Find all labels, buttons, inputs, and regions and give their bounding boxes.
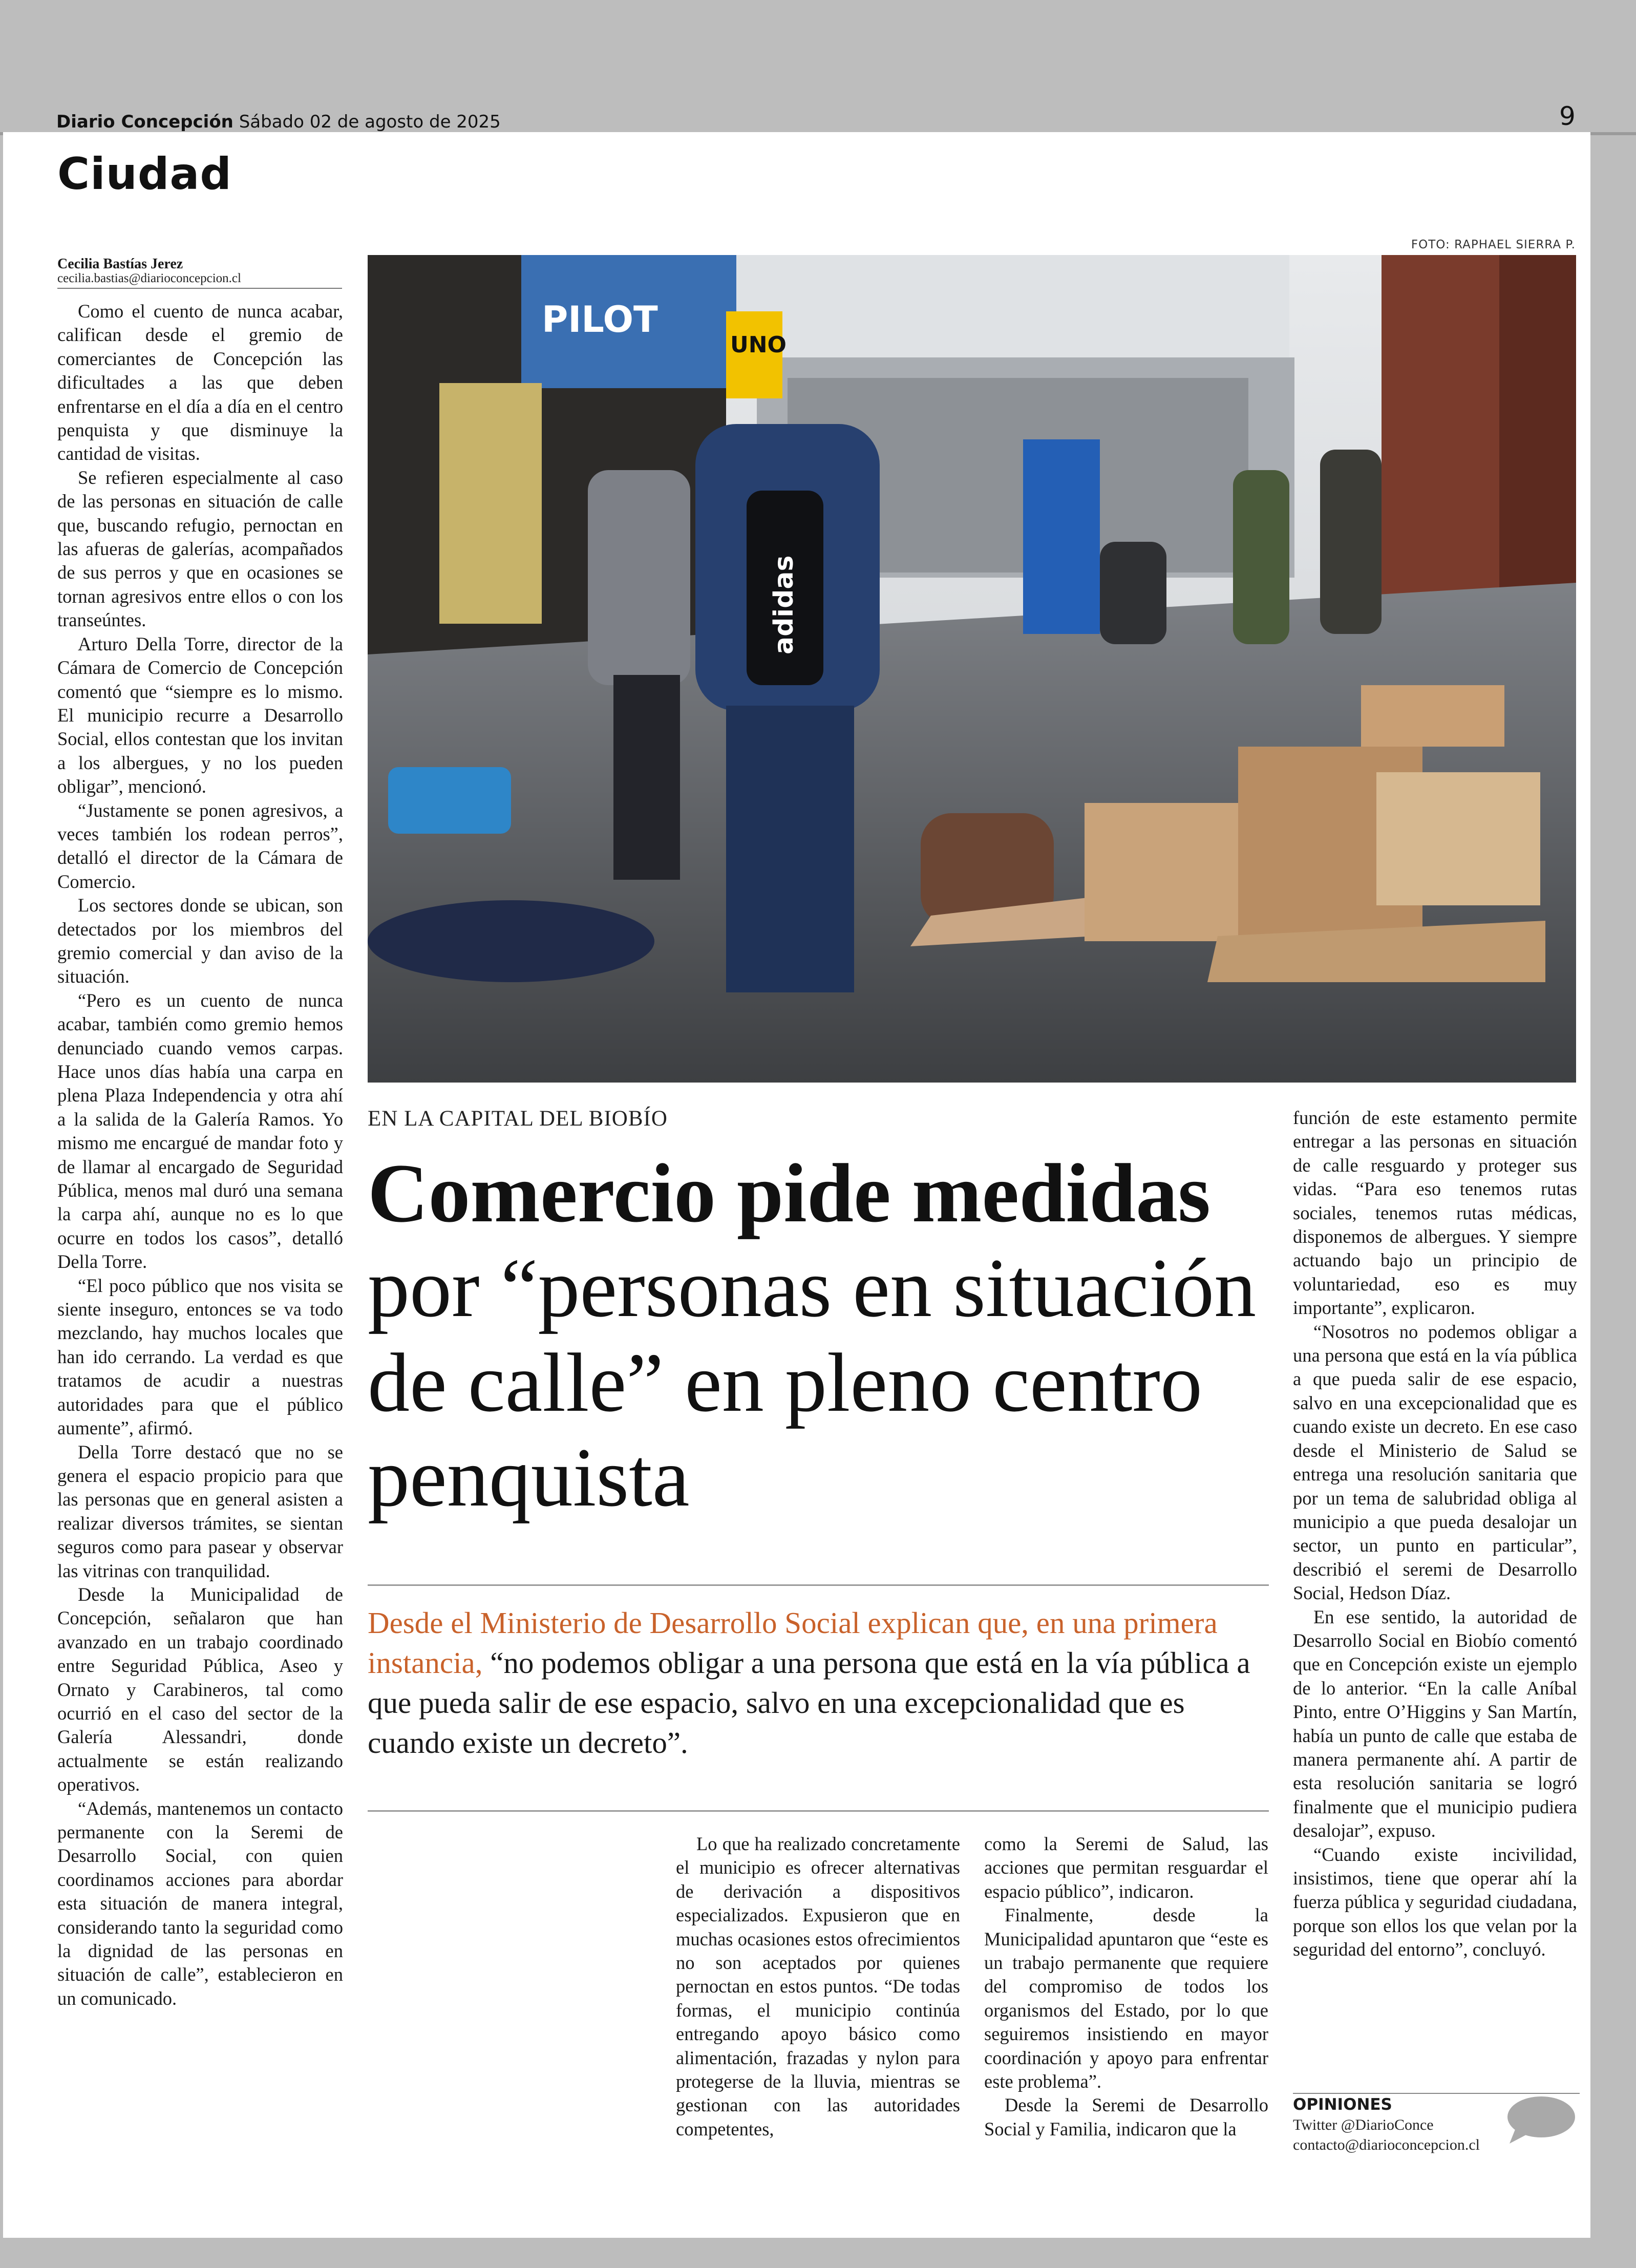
section-title: Ciudad — [57, 149, 232, 200]
article-kicker: EN LA CAPITAL DEL BIOBÍO — [368, 1107, 668, 1131]
col3-continuation: como la Seremi de Salud, las acciones que permitan resguardar el espacio público”, indicaron. — [984, 1833, 1268, 1902]
backpack-brand: adidas — [769, 555, 799, 654]
page-number: 9 — [1559, 101, 1576, 131]
col1-paragraph: Como el cuento de nunca acabar, califican desde el gremio de comerciantes de Concepción las dificultades a las que deben enfrentarse en el día a día en el centro penquista y que disminuye la cantidad de visitas. — [57, 301, 343, 464]
newspaper-name: Diario Concepción — [56, 112, 233, 132]
byline-divider — [57, 288, 342, 289]
street-photo — [368, 255, 1576, 1083]
article-column-2 — [676, 1832, 960, 2141]
col1-paragraph: Se refieren especialmente al caso de las personas en situación de calle que, buscando refugio, pernoctan en las afueras de galerías, acompañados de sus perros y que en ocasiones se tornan agresivos entre ellos o con los transeúntes. — [57, 467, 343, 631]
col1-paragraph: “El poco público que nos visita se siente inseguro, entonces se va todo mezclando, hay muchos locales que han ido cerrando. La verdad es que tratamos de acudir a nuestras autoridades para que el público aumente”, afirmó. — [57, 1275, 343, 1439]
deck-accent: Desde el Ministerio de Desarrollo Social explican que, en una primera instancia, — [368, 1606, 1218, 1680]
opinions-twitter: Twitter @DiarioConce — [1293, 2116, 1434, 2133]
byline-author: Cecilia Bastías Jerez — [57, 256, 183, 272]
photo-credit: FOTO: RAPHAEL SIERRA P. — [1411, 238, 1576, 251]
issue-date: Sábado 02 de agosto de 2025 — [239, 112, 501, 132]
uno-sign-text: UNO — [730, 332, 787, 358]
col1-paragraph: Desde la Municipalidad de Concepción, señalaron que han avanzado en un trabajo coordinado entre Seguridad Pública, Aseo y Ornato y Carabineros, tal como ocurrió en el caso del sector de la Galería Alessandri, donde actualmente se están realizando operativos. — [57, 1583, 343, 1795]
col4-paragraph: En ese sentido, la autoridad de Desarrollo Social en Biobío comentó que en Concepción existe un ejemplo de lo anterior. “En la calle Aníbal Pinto, entre O’Higgins y San Martín, había un punto de calle que estaba de manera permanente ahí. A partir de esta resolución sanitaria se logró finalmente que el municipio pudiera desalojar”, expuso. — [1293, 1606, 1577, 1841]
street-scene-illustration — [368, 255, 1576, 1083]
article-column-1 — [57, 300, 343, 2010]
byline-email: cecilia.bastias@diarioconcepcion.cl — [57, 271, 241, 285]
deck-rest: “no podemos obligar a una persona que está en la vía pública a que pueda salir de ese espacio, salvo en una excepcionalidad que es cuando existe un decreto”. — [368, 1646, 1250, 1760]
col4-paragraph: “Cuando existe incivilidad, insistimos, tiene que operar ahí la fuerza pública y seguridad ciudadana, porque son ellos los que velan por la seguridad del entorno”, concluyó. — [1293, 1843, 1577, 1960]
opinions-contact: contacto@diarioconcepcion.cl — [1293, 2136, 1480, 2153]
article-deck — [368, 1603, 1269, 1763]
article-column-4 — [1293, 1106, 1577, 1962]
speech-bubble-icon — [1504, 2094, 1576, 2146]
headline-divider — [368, 1584, 1269, 1586]
col1-paragraph: Los sectores donde se ubican, son detectados por los miembros del gremio comercial y dan aviso de la situación. — [57, 895, 343, 987]
col1-paragraph: Della Torre destacó que no se genera el espacio propicio para que las personas que en general asisten a realizar diversos trámites, se sientan seguros como para pasear y observar las vitrinas con tranquilidad. — [57, 1441, 343, 1581]
col2-paragraph: Lo que ha realizado concretamente el municipio es ofrecer alternativas de derivación a dispositivos especializados. Expusieron que en muchas ocasiones estos ofrecimientos no son aceptados por quienes pernoctan en estos puntos. “De todas formas, el municipio continúa entregando apoyo básico como alimentación, frazadas y nylon para protegerse de la lluvia, mientras se gestionan con las autoridades competentes, — [676, 1833, 960, 2139]
opinions-title: OPINIONES — [1293, 2095, 1392, 2114]
article-column-3 — [984, 1832, 1268, 2141]
col1-paragraph: “Pero es un cuento de nunca acabar, también como gremio hemos denunciado cuando vemos carpas. Hace unos días había una carpa en plena Plaza Independencia y otra ahí a la salida de la Galería Ramos. Yo mismo me encargué de mandar foto y de llamar al encargado de Seguridad Pública, menos mal duró una semana la carpa ahí, aunque no es lo que ocurre en todos los casos”, detalló Della Torre. — [57, 989, 343, 1273]
col1-paragraph: “Además, mantenemos un contacto permanente con la Seremi de Desarrollo Social, con quien coordinamos acciones para abordar esta situación de manera integral, considerando tanto la seguridad como la dignidad de las personas en situación de calle”, establecieron en un comunicado. — [57, 1797, 343, 2009]
pilot-sign-text: PILOT — [542, 299, 658, 341]
headline-rest: por “personas en situación de calle” en pleno centro penquista — [368, 1242, 1257, 1524]
col4-paragraph: “Nosotros no podemos obligar a una persona que está en la vía pública a que pueda salir de ese espacio, salvo en una excepcionalidad que es cuando existe un decreto. En ese caso desde el Ministerio de Salud se entrega una resolución sanitaria que por un tema de salubridad obliga al municipio a que pueda desalojar un sector, un punto en particular”, describió el seremi de Desarrollo Social, Hedson Díaz. — [1293, 1321, 1577, 1604]
col1-paragraph: “Justamente se ponen agresivos, a veces también los rodean perros”, detalló el director de la Cámara de Comercio. — [57, 799, 343, 892]
deck-divider — [368, 1810, 1269, 1812]
col3-paragraph: Finalmente, desde la Municipalidad apuntaron que “este es un trabajo permanente que requiere del compromiso de todos los organismos del Estado, por lo que seguiremos insistiendo en mayor coordinación y apoyo para enfrentar este problema”. — [984, 1904, 1268, 2092]
page-header — [56, 112, 501, 132]
article-headline — [368, 1146, 1279, 1525]
col3-paragraph: Desde la Seremi de Desarrollo Social y Familia, indicaron que la — [984, 2094, 1268, 2139]
opinions-divider — [1293, 2093, 1580, 2094]
col1-paragraph: Arturo Della Torre, director de la Cámara de Comercio de Concepción comentó que “siempre es lo mismo. El municipio recurre a Desarrollo Social, ellos contestan que los invitan a los albergues, y no los pueden obligar”, mencionó. — [57, 633, 343, 797]
bottom-gray-band — [0, 2239, 1636, 2268]
col4-continuation: función de este estamento permite entregar a las personas en situación de calle resguardo y proteger sus vidas. “Para eso tenemos rutas sociales, tenemos rutas médicas, disponemos de albergues. Y siempre actuando bajo un principio de voluntariedad, eso es muy importante”, explicaron. — [1293, 1107, 1577, 1319]
headline-bold: Comercio pide medidas — [368, 1147, 1211, 1240]
